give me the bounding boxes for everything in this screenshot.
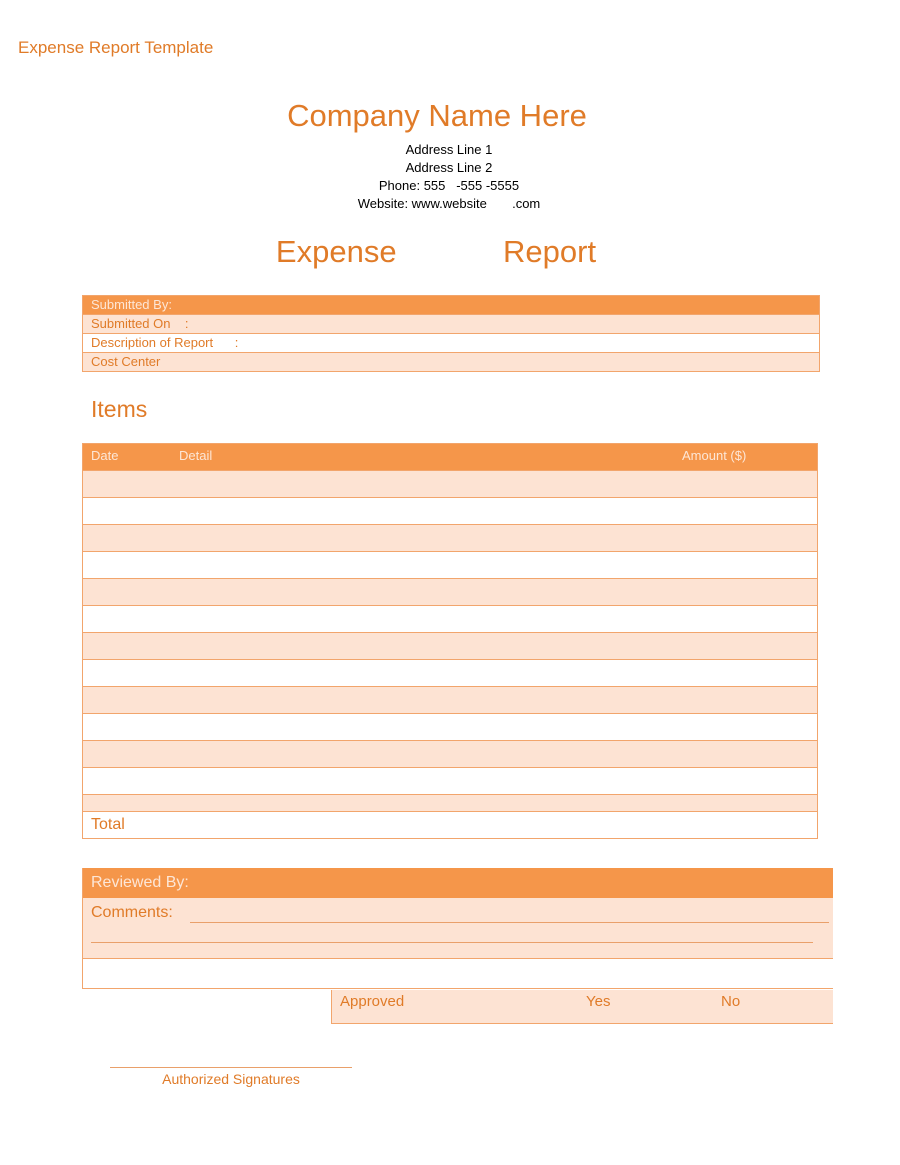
column-detail: Detail bbox=[179, 448, 213, 463]
item-row[interactable] bbox=[83, 632, 817, 659]
item-row[interactable] bbox=[83, 767, 817, 794]
column-date: Date bbox=[91, 448, 119, 463]
approved-label: Approved bbox=[340, 993, 405, 1010]
signature-line[interactable] bbox=[110, 1067, 352, 1068]
comments-line bbox=[91, 942, 813, 943]
report-title: Expense Report bbox=[275, 234, 597, 269]
item-row[interactable] bbox=[83, 524, 817, 551]
signature-label: Authorized Signatures bbox=[162, 1071, 300, 1087]
approval-yes-option[interactable]: Yes bbox=[586, 993, 611, 1010]
submitted-on-field[interactable]: Submitted On : bbox=[83, 314, 819, 333]
item-row[interactable] bbox=[83, 605, 817, 632]
submitted-by-field[interactable]: Submitted By: bbox=[83, 296, 819, 314]
item-row[interactable] bbox=[83, 686, 817, 713]
column-amount: Amount ($) bbox=[682, 448, 747, 463]
approval-no-option[interactable]: No bbox=[721, 993, 741, 1010]
item-row[interactable] bbox=[83, 578, 817, 605]
reviewed-by-field[interactable]: Reviewed By: bbox=[83, 868, 833, 898]
description-field[interactable]: Description of Report : bbox=[83, 333, 819, 352]
item-row[interactable] bbox=[83, 794, 817, 811]
cost-center-field[interactable]: Cost Center bbox=[83, 352, 819, 371]
comments-field[interactable] bbox=[83, 898, 833, 959]
item-row[interactable] bbox=[83, 713, 817, 740]
item-row[interactable] bbox=[83, 740, 817, 767]
comments-line bbox=[190, 922, 829, 923]
company-phone: Phone: 555 -555 -5555 bbox=[378, 178, 520, 193]
review-section bbox=[82, 868, 833, 989]
comments-extra-row[interactable] bbox=[83, 959, 833, 989]
items-table bbox=[82, 443, 818, 839]
comments-label: Comments: bbox=[91, 904, 173, 921]
item-row[interactable] bbox=[83, 497, 817, 524]
address-line-2: Address Line 2 bbox=[405, 160, 493, 175]
items-heading: Items bbox=[91, 396, 148, 422]
document-title: Expense Report Template bbox=[18, 38, 214, 57]
company-name: Company Name Here bbox=[287, 98, 587, 133]
total-row[interactable]: Total bbox=[83, 811, 817, 838]
address-line-1: Address Line 1 bbox=[405, 142, 493, 157]
approval-row bbox=[331, 990, 833, 1024]
company-website: Website: www.website .com bbox=[357, 196, 541, 211]
items-header-row bbox=[83, 444, 817, 470]
item-row[interactable] bbox=[83, 659, 817, 686]
item-row[interactable] bbox=[83, 470, 817, 497]
report-info-table bbox=[82, 295, 820, 372]
item-row[interactable] bbox=[83, 551, 817, 578]
